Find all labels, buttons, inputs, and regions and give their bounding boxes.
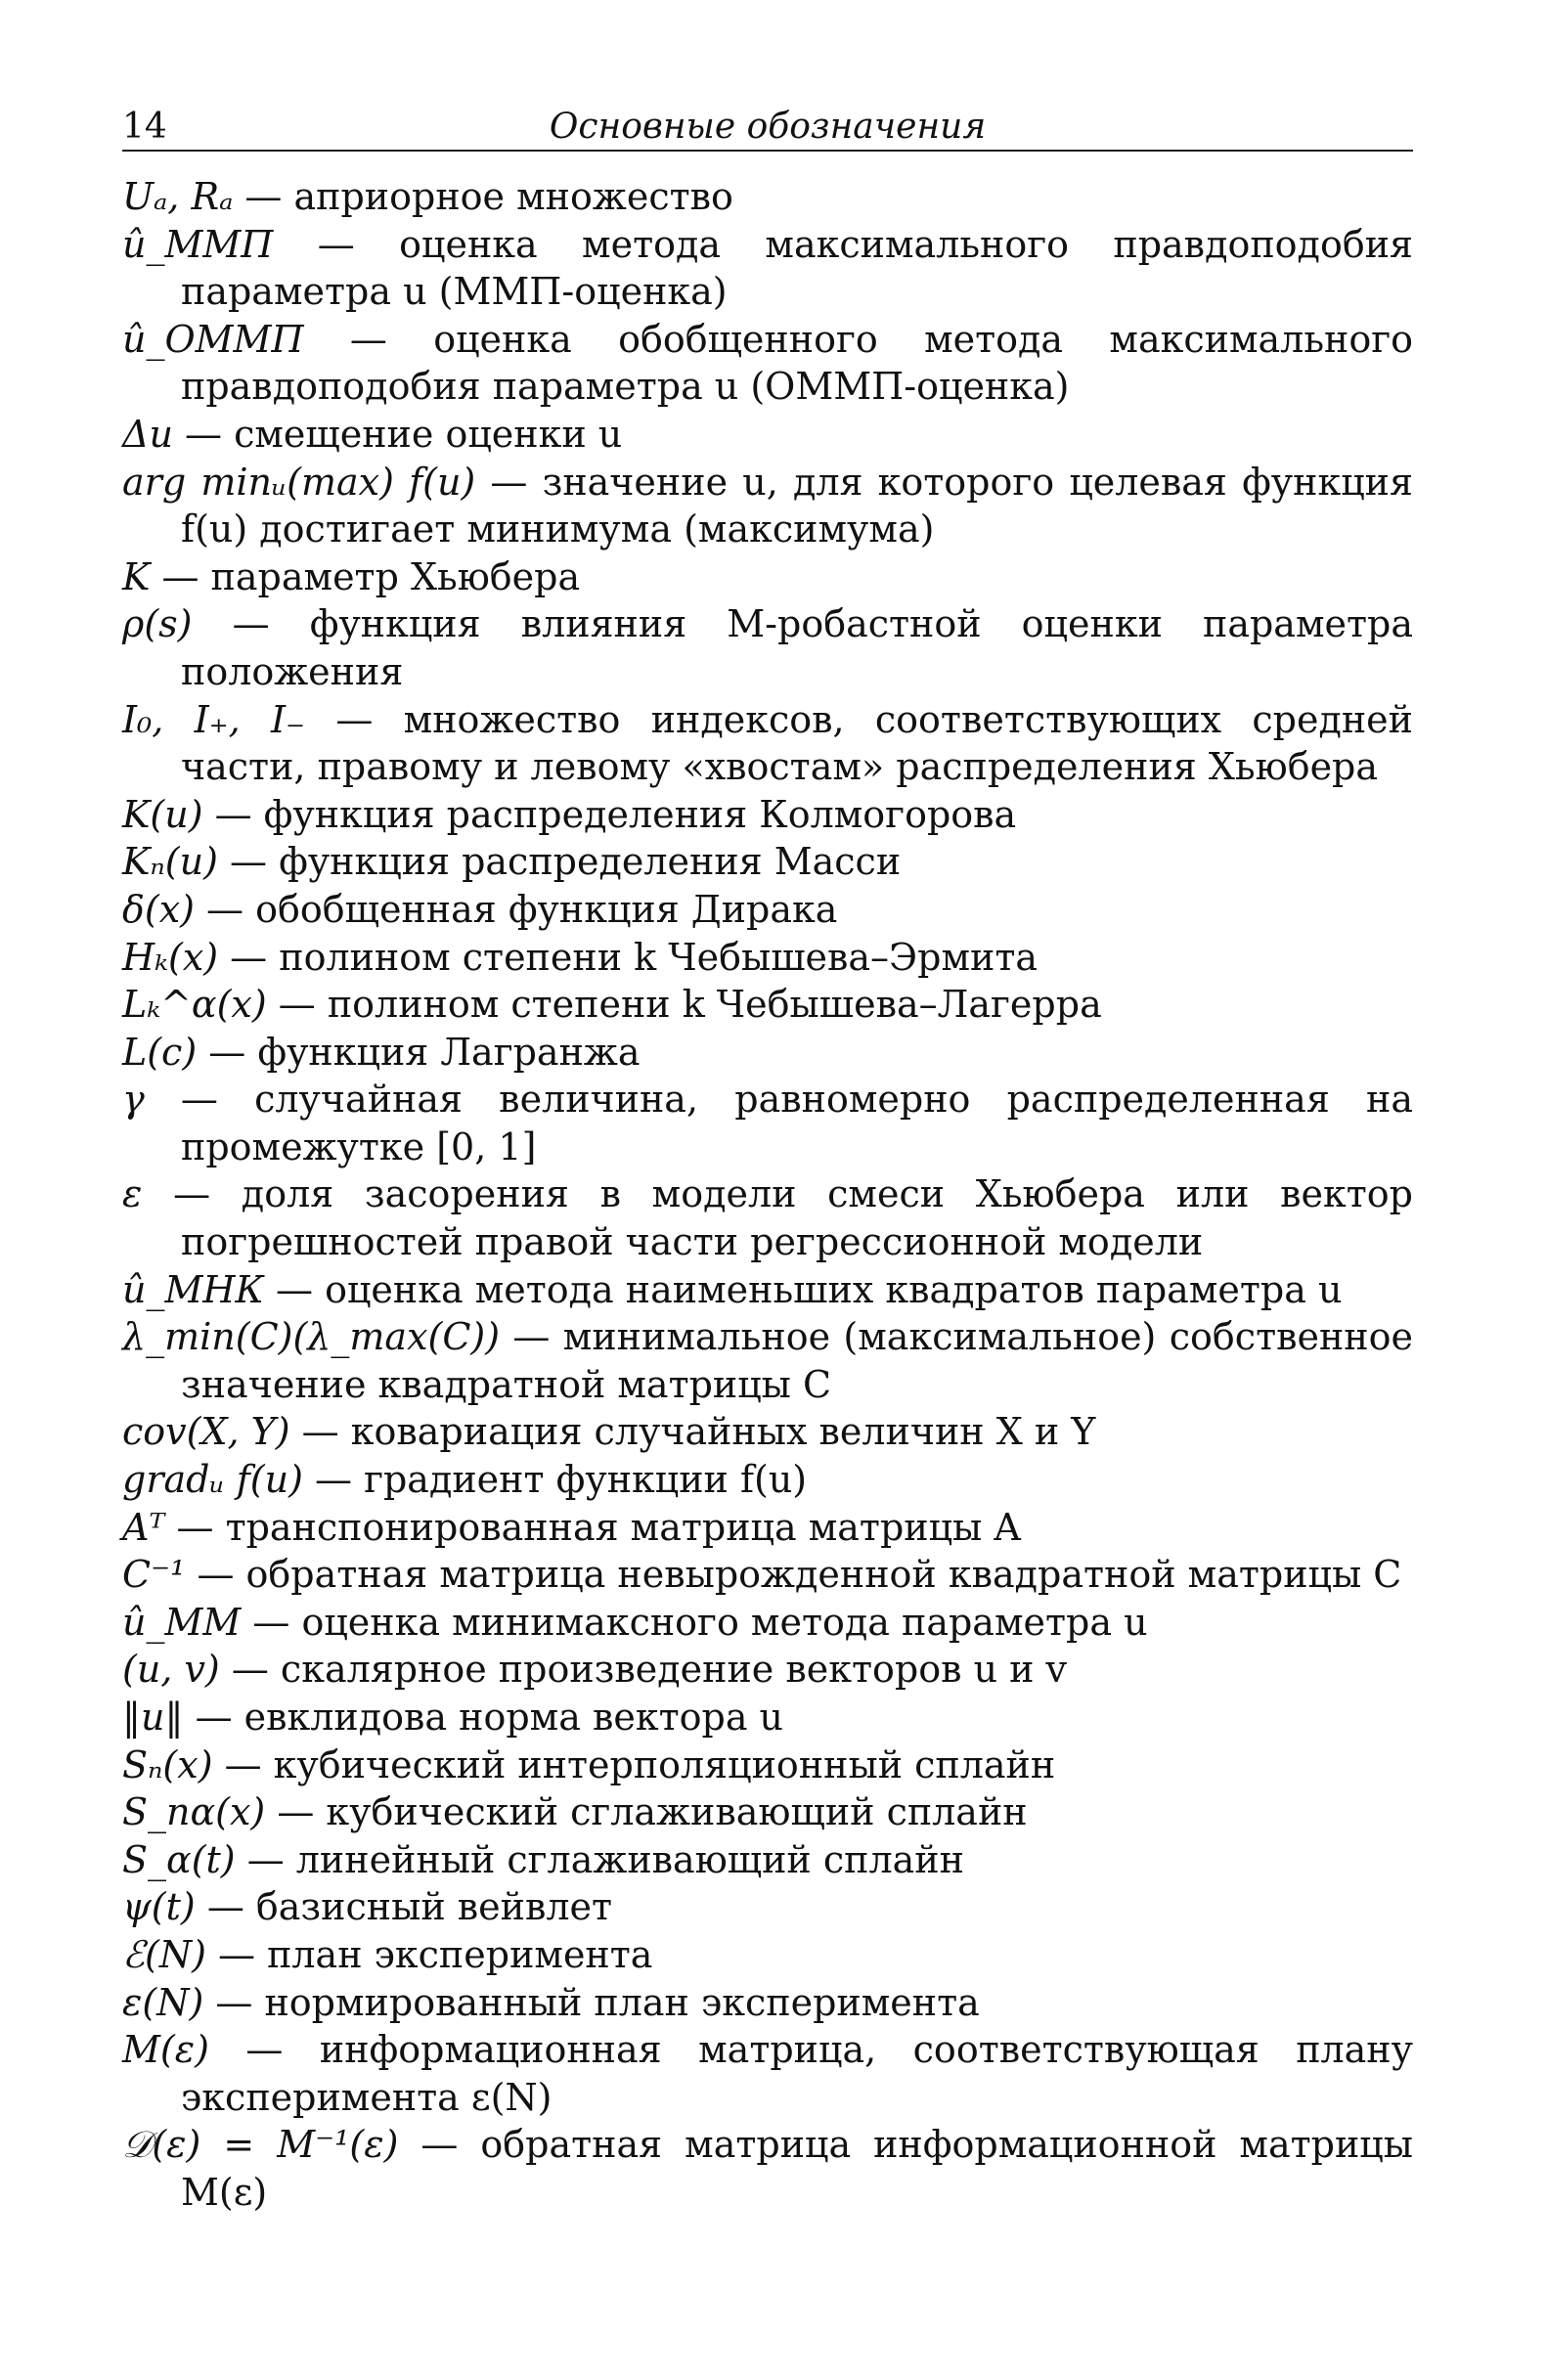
notation-symbol: û_ММП <box>122 222 274 266</box>
notation-entry <box>122 1979 1413 2027</box>
notation-symbol: cov(X, Y) <box>122 1410 290 1454</box>
notation-symbol: K(u) <box>122 792 203 836</box>
notation-description: — кубический интерполяционный сплайн <box>212 1742 1056 1786</box>
notation-symbol: ε <box>122 1172 143 1216</box>
notation-symbol: gradᵤ f(u) <box>122 1458 303 1502</box>
notation-description: — полином степени k Чебышева–Лагерра <box>266 983 1102 1027</box>
notation-symbol: (u, v) <box>122 1648 220 1692</box>
notation-entry <box>122 1741 1413 1789</box>
notation-description: — обратная матрица информационной матрицы M(ε) <box>181 2123 1413 2214</box>
notation-description: — функция Лагранжа <box>197 1030 641 1074</box>
notation-description: — смещение оценки u <box>172 412 623 456</box>
notation-entry <box>122 1646 1413 1694</box>
notation-entry <box>122 1694 1413 1741</box>
notation-description: — оценка минимаксного метода параметра u <box>241 1600 1148 1644</box>
notation-entry <box>122 1076 1413 1170</box>
notation-description: — функция распределения Колмогорова <box>202 792 1017 836</box>
notation-entry <box>122 696 1413 791</box>
notation-description: — оценка обобщенного метода максимального правдоподобия параметра u (ОММП-оценка) <box>181 317 1413 409</box>
notation-symbol: δ(x) <box>122 887 195 931</box>
notation-entry <box>122 1408 1413 1456</box>
notation-symbol: ε(N) <box>122 1980 204 2024</box>
notation-entry <box>122 838 1413 886</box>
notation-symbol: arg minᵤ(max) f(u) <box>122 460 476 504</box>
notation-symbol: S_α(t) <box>122 1837 236 1881</box>
notation-entry <box>122 791 1413 839</box>
notation-symbol: K <box>122 554 151 598</box>
notation-entry <box>122 1931 1413 1979</box>
notation-description: — априорное множество <box>233 175 733 218</box>
notation-symbol: ℰ(N) <box>122 1932 206 1976</box>
notation-symbol: I₀, I₊, I₋ <box>122 697 306 741</box>
notation-description: — оценка метода максимального правдоподобия параметра u (ММП-оценка) <box>181 222 1413 314</box>
notation-description: — транспонированная матрица матрицы A <box>164 1505 1021 1549</box>
notation-symbol: ψ(t) <box>122 1885 196 1929</box>
notation-symbol: 𝒟(ε) = M⁻¹(ε) <box>122 2123 399 2167</box>
notation-symbol: M(ε) <box>122 2028 209 2072</box>
page-number: 14 <box>122 107 167 147</box>
notation-entry <box>122 1456 1413 1504</box>
notation-description: — функция распределения Масси <box>217 840 902 884</box>
notation-entry <box>122 1504 1413 1552</box>
notation-description: — оценка метода наименьших квадратов параметра u <box>263 1267 1343 1311</box>
notation-entry <box>122 1599 1413 1647</box>
notation-entry <box>122 600 1413 695</box>
notation-description: — скалярное произведение векторов u и v <box>219 1648 1068 1692</box>
notation-entry <box>122 2026 1413 2121</box>
notation-symbol: Uₐ, Rₐ <box>122 175 234 218</box>
notation-entry <box>122 1883 1413 1931</box>
notation-symbol: ‖u‖ <box>122 1696 184 1739</box>
notation-entry <box>122 221 1413 316</box>
notation-symbol: S_nα(x) <box>122 1790 266 1834</box>
notation-description: — полином степени k Чебышева–Эрмита <box>218 935 1039 979</box>
notation-symbol: Δu <box>122 412 173 456</box>
notation-symbol: Lₖ^α(x) <box>122 983 267 1027</box>
notation-entry <box>122 1266 1413 1314</box>
notation-description: — параметр Хьюбера <box>150 554 581 598</box>
notation-description: — значение u, для которого целевая функция f(u) достигает минимума (максимума) <box>181 460 1413 551</box>
notation-symbol: û_ОММП <box>122 317 304 361</box>
notation-description: — базисный вейвлет <box>195 1885 612 1929</box>
notation-symbol: Kₙ(u) <box>122 840 218 884</box>
notation-symbol: C⁻¹ <box>122 1553 186 1597</box>
notation-description: — линейный сглаживающий сплайн <box>235 1837 964 1881</box>
notation-description: — функция влияния M-робастной оценки параметра положения <box>181 602 1413 693</box>
notation-description: — множество индексов, соответствующих средней части, правому и левому «хвостам» распределения Хьюбера <box>181 697 1413 789</box>
notation-description: — обобщенная функция Дирака <box>194 887 838 931</box>
notation-symbol: λ_min(C)(λ_max(C)) <box>122 1315 501 1359</box>
notation-entry <box>122 411 1413 459</box>
notation-description: — доля засорения в модели смеси Хьюбера или вектор погрешностей правой части регрессионной модели <box>142 1172 1413 1264</box>
notation-description: — обратная матрица невырожденной квадратной матрицы C <box>185 1553 1402 1597</box>
notation-entry <box>122 934 1413 982</box>
notation-description: — информационная матрица, соответствующая плану эксперимента ε(N) <box>181 2028 1413 2119</box>
notation-description: — ковариация случайных величин X и Y <box>289 1410 1096 1454</box>
notation-entry <box>122 1836 1413 1884</box>
notation-symbol: ρ(s) <box>122 602 193 646</box>
notation-symbol: Hₖ(x) <box>122 935 219 979</box>
notation-symbol: û_МНК <box>122 1267 264 1311</box>
notation-symbol: L(c) <box>122 1030 198 1074</box>
notation-entry <box>122 886 1413 934</box>
notation-symbol: Aᵀ <box>122 1505 165 1549</box>
notation-entry <box>122 1170 1413 1265</box>
notation-description: — нормированный план эксперимента <box>203 1980 980 2024</box>
notation-symbol: Sₙ(x) <box>122 1742 213 1786</box>
notation-entry <box>122 1313 1413 1408</box>
page-header <box>122 103 1413 152</box>
notation-entry <box>122 459 1413 553</box>
notation-entry <box>122 2121 1413 2216</box>
notation-description: — случайная величина, равномерно распределенная на промежутке [0, 1] <box>144 1078 1413 1168</box>
notation-description: — минимальное (максимальное) собственное значение квадратной матрицы C <box>181 1315 1413 1406</box>
notation-description: — градиент функции f(u) <box>302 1458 808 1502</box>
notation-list <box>122 173 1413 2217</box>
notation-entry <box>122 553 1413 601</box>
notation-description: — план эксперимента <box>205 1932 653 1976</box>
notation-entry <box>122 316 1413 411</box>
notation-description: — евклидова норма вектора u <box>183 1696 784 1739</box>
notation-symbol: γ <box>122 1078 145 1122</box>
page <box>122 103 1413 2217</box>
notation-entry <box>122 1029 1413 1077</box>
notation-entry <box>122 1788 1413 1836</box>
notation-entry <box>122 1551 1413 1599</box>
notation-symbol: û_ММ <box>122 1600 242 1644</box>
notation-entry <box>122 981 1413 1029</box>
notation-entry <box>122 173 1413 221</box>
notation-description: — кубический сглаживающий сплайн <box>265 1790 1028 1834</box>
running-title: Основные обозначения <box>549 107 987 147</box>
